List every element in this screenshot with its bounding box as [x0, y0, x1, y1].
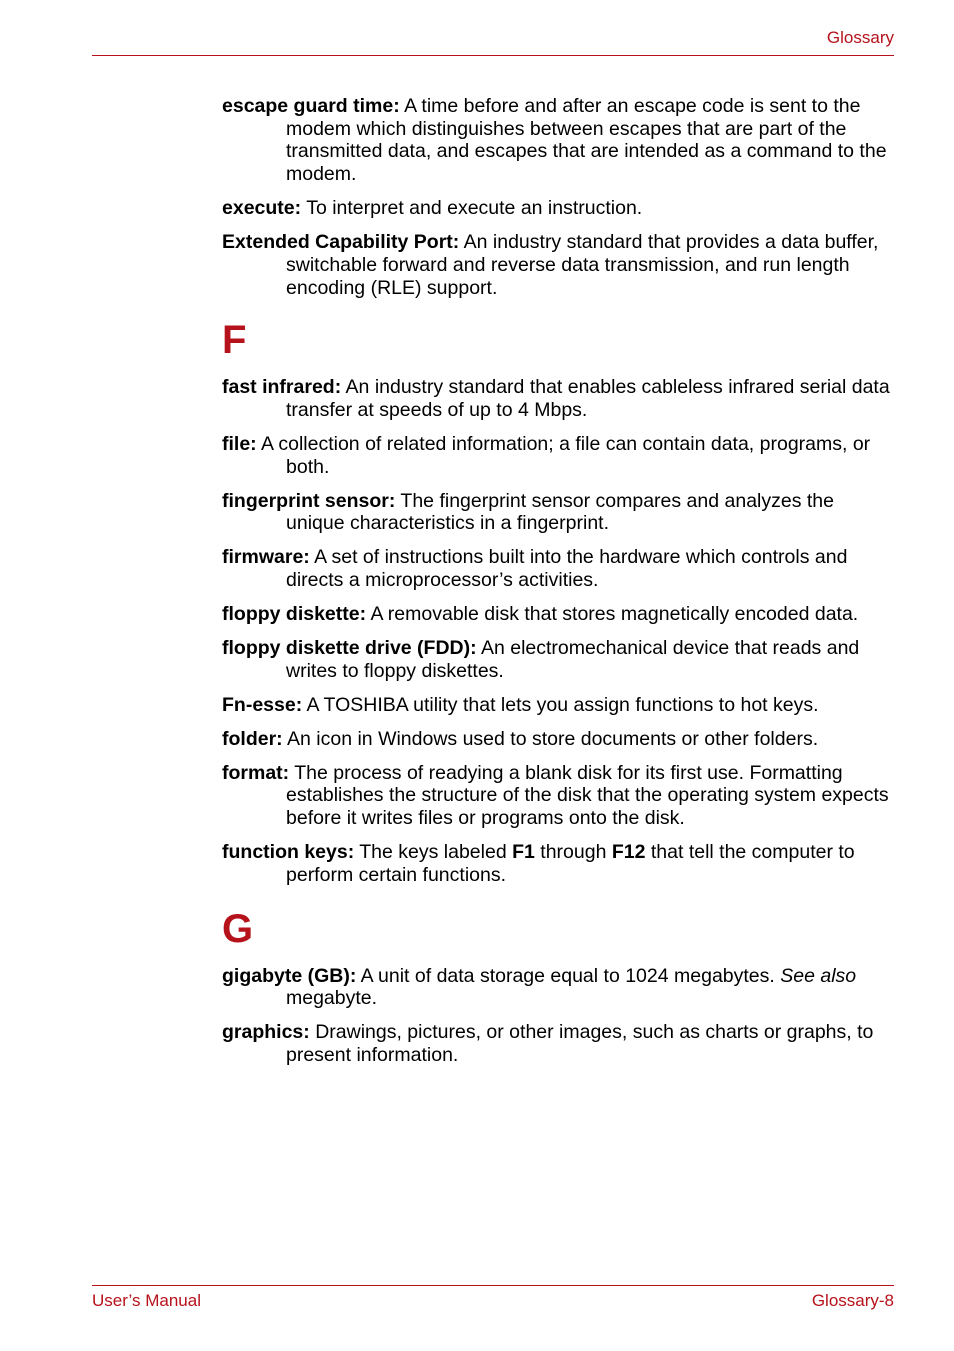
footer-page-number: Glossary-8 [811, 1291, 894, 1310]
glossary-term: Extended Capability Port: [222, 231, 460, 254]
glossary-entry [222, 603, 894, 626]
glossary-term: Fn-esse: [222, 693, 303, 716]
glossary-entry [222, 433, 894, 478]
glossary-definition: An industry standard that enables cableless infrared serial data transfer at speeds of up to 4 Mbps. [286, 376, 890, 421]
glossary-definition: To interpret and execute an instruction. [301, 197, 643, 220]
glossary-term: escape guard time: [222, 95, 400, 117]
glossary-entry-graphics [222, 1021, 894, 1066]
glossary-definition: through [534, 841, 612, 864]
glossary-definition: that tell the computer to perform certain functions. [286, 841, 855, 886]
glossary-definition: The keys labeled [354, 841, 513, 864]
glossary-term: gigabyte (GB): [222, 964, 357, 987]
glossary-definition: A unit of data storage equal to 1024 megabytes. [356, 964, 781, 987]
glossary-entry [222, 694, 894, 717]
glossary-term: fingerprint sensor: [222, 489, 396, 512]
glossary-term: floppy diskette: [222, 603, 367, 626]
glossary-entry [222, 197, 894, 220]
glossary-term: firmware: [222, 546, 310, 569]
glossary-term: file: [222, 432, 257, 455]
glossary-definition: An industry standard that provides a data buffer, switchable forward and reverse data transmission, and run length encoding (RLE) support. [286, 231, 879, 299]
glossary-cross-reference: megabyte. [286, 987, 378, 1010]
section-heading-g: G [222, 906, 254, 951]
glossary-definition: A removable disk that stores magnetically encoded data. [366, 603, 859, 626]
glossary-definition: Drawings, pictures, or other images, such as charts or graphs, to present information. [286, 1021, 874, 1066]
glossary-entry [222, 231, 894, 299]
footer-rule [92, 1285, 894, 1286]
glossary-entry [222, 728, 894, 751]
glossary-definition: The fingerprint sensor compares and analyzes the unique characteristics in a fingerprint. [286, 489, 834, 535]
glossary-definition: A time before and after an escape code is sent to the modem which distinguishes between escapes that are part of the transmitted data, and escapes that are intended as a command to the modem. [286, 95, 887, 186]
glossary-entry-gigabyte [222, 965, 894, 1010]
glossary-entry [222, 546, 894, 591]
glossary-term: format: [222, 761, 290, 784]
glossary-entry-function-keys [222, 841, 894, 886]
glossary-entry [222, 490, 894, 535]
glossary-definition: A TOSHIBA utility that lets you assign functions to hot keys. [302, 693, 819, 716]
see-also-label: See also [780, 964, 857, 987]
glossary-term: fast infrared: [222, 376, 342, 399]
key-f1: F1 [512, 841, 535, 864]
header-rule [92, 55, 894, 56]
key-f12: F12 [611, 841, 646, 864]
section-heading-f: F [222, 318, 247, 363]
glossary-term: function keys: [222, 841, 355, 864]
glossary-definition: An icon in Windows used to store documents or other folders. [282, 727, 819, 750]
footer-manual-title: User’s Manual [92, 1291, 201, 1310]
glossary-entry [222, 637, 894, 682]
glossary-content [222, 95, 894, 1078]
glossary-term: execute: [222, 197, 302, 220]
glossary-entry [222, 376, 894, 421]
glossary-entry [222, 95, 894, 186]
running-header: Glossary [826, 28, 894, 47]
glossary-entry [222, 762, 894, 830]
glossary-definition: A set of instructions built into the hardware which controls and directs a microprocessor’s activities. [286, 546, 848, 592]
glossary-definition: An electromechanical device that reads and writes to floppy diskettes. [286, 637, 860, 682]
glossary-term: graphics: [222, 1021, 310, 1044]
glossary-term: floppy diskette drive (FDD): [222, 637, 477, 660]
glossary-definition: A collection of related information; a file can contain data, programs, or both. [256, 432, 871, 478]
glossary-term: folder: [222, 727, 283, 750]
glossary-definition: The process of readying a blank disk for its first use. Formatting establishes the structure of the disk that the operating system expects before it writes files or programs onto the disk. [286, 761, 889, 830]
